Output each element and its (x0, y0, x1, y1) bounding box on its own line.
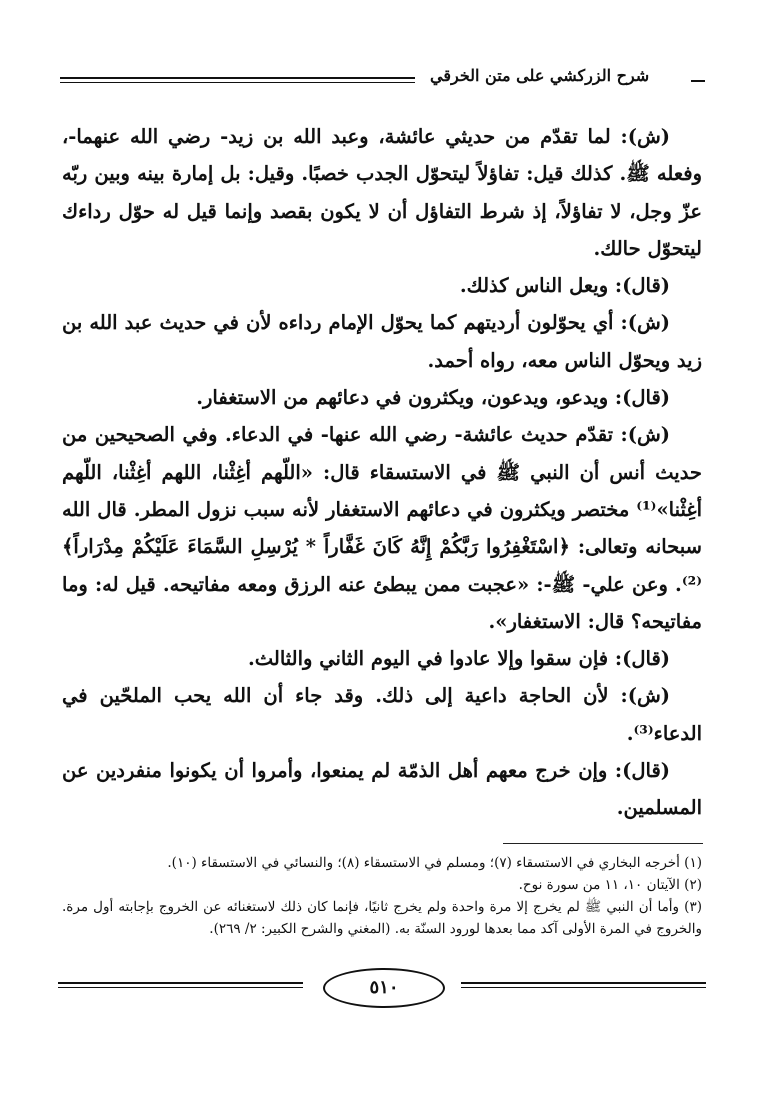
header-rule (60, 77, 415, 79)
footer-rule (461, 987, 706, 988)
paragraph: (ش): لما تقدّم من حديثي عائشة، وعبد الله بن زيد- رضي الله عنهما-، وفعله ﷺ. كذلك قيل: تفاؤلاً ليتحوّل الجدب خصبًا. وقيل: بل إمارة بينه وبين ربّه عزّ وجل، لا تفاؤلاً، إذ شرط التفاؤل أن لا يكون بقصد وإنما قيل له حوّل رداءك ليتحوّل حالك. (62, 125, 702, 260)
page-footer (58, 968, 706, 1008)
footnote: (١) أخرجه البخاري في الاستسقاء (٧)؛ ومسلم في الاستسقاء (٨)؛ والنسائي في الاستسقاء (١٠). (167, 855, 702, 871)
paragraph: (ش): تقدّم حديث عائشة- رضي الله عنها- في الدعاء. وفي الصحيحين من حديث أنس أن النبي ﷺ في الاستسقاء قال: «اللّهم أغِثْنا، اللهم أغِثْنا، اللّهم أغِثْنا»⁽¹⁾ مختصر ويكثرون في دعائهم الاستغفار لأنه سبب نزول المطر. قال الله سبحانه وتعالى: ﴿اسْتَغْفِرُوا رَبَّكُمْ إِنَّهُ كَانَ غَفَّاراً * يُرْسِلِ السَّمَاءَ عَلَيْكُمْ مِدْرَاراً﴾⁽²⁾. وعن علي- ﷺ-: «عجبت ممن يبطئ عنه الرزق ومعه مفاتيحه. قيل له: وما مفاتيحه؟ قال: الاستغفار». (62, 423, 702, 633)
footnote: (٢) الآيتان ١٠، ١١ من سورة نوح. (518, 877, 702, 893)
page-number: ٥١٠ (323, 968, 445, 1008)
paragraph: (قال): فإن سقوا وإلا عادوا في اليوم الثاني والثالث. (247, 647, 670, 671)
footnotes (62, 852, 702, 940)
header-rule (60, 82, 415, 83)
footer-rule (58, 987, 303, 988)
running-title: شرح الزركشي على متن الخرقي (430, 66, 650, 85)
paragraph: (قال): ويدعو، ويدعون، ويكثرون في دعائهم من الاستغفار. (196, 386, 670, 410)
footer-rule (58, 982, 303, 984)
paragraph: (ش): لأن الحاجة داعية إلى ذلك. وقد جاء أن الله يحب الملحّين في الدعاء⁽³⁾. (62, 684, 702, 745)
footnote: (٣) وأما أن النبي ﷺ لم يخرج إلا مرة واحدة ولم يخرج ثانيًا، فإنما كان ذلك لاستغنائه عن الخروج بإجابته أول مرة. والخروج في المرة الأولى آكد مما بعدها لورود السنّة به. (المغني والشرح الكبير: ٢/ ٢٦٩). (62, 899, 702, 937)
paragraph: (قال): ويعل الناس كذلك. (459, 274, 670, 298)
main-text (62, 118, 702, 827)
header-dash (691, 80, 705, 82)
footnote-separator (503, 843, 703, 844)
running-header (60, 66, 705, 96)
footer-rule (461, 982, 706, 984)
paragraph: (ش): أي يحوّلون أرديتهم كما يحوّل الإمام رداءه لأن في حديث عبد الله بن زيد ويحوّل الناس معه، رواه أحمد. (62, 311, 702, 372)
paragraph: (قال): وإن خرج معهم أهل الذمّة لم يمنعوا، وأمروا أن يكونوا منفردين عن المسلمين. (62, 759, 702, 820)
